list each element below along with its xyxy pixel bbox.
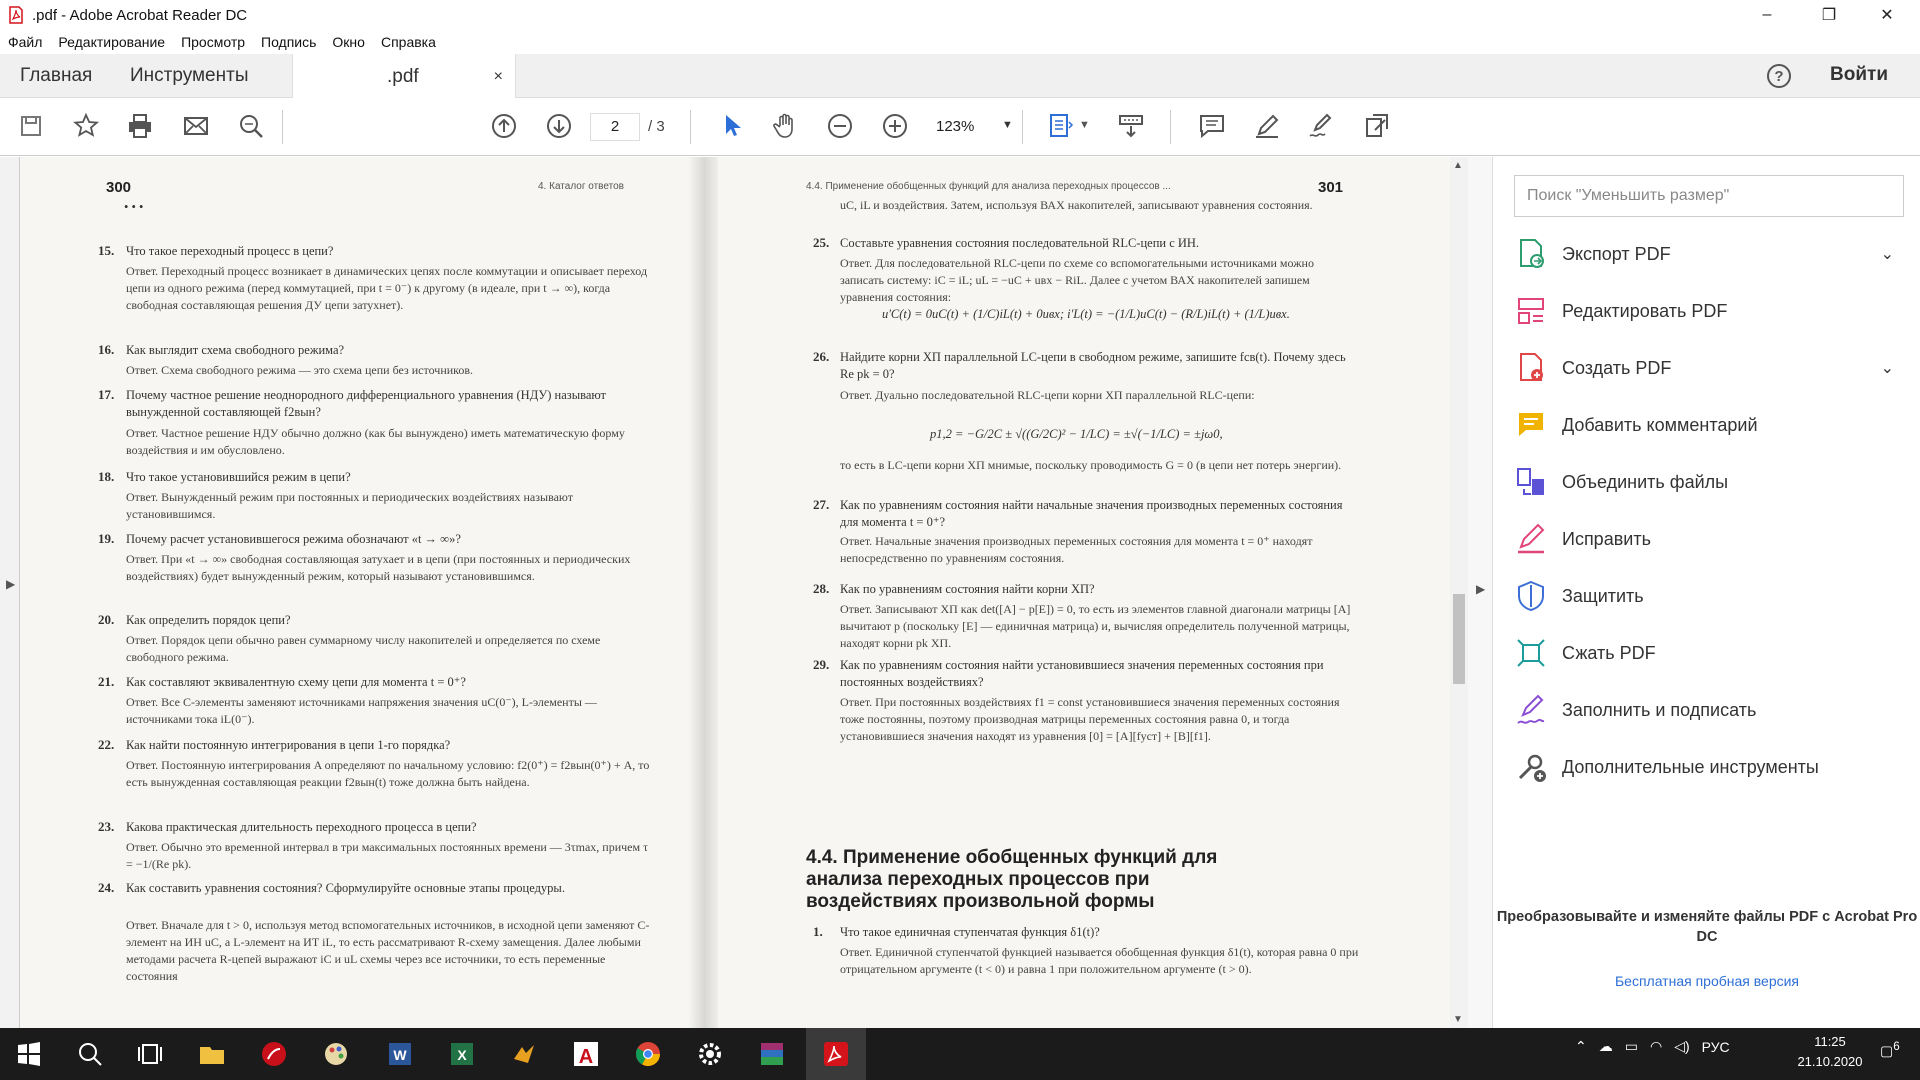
answer-text: Ответ. Дуально последовательной RLC-цепи корни ХП параллельной RLC-цепи: — [840, 388, 1255, 402]
acrobat-taskbar-icon[interactable] — [818, 1036, 854, 1072]
question-number: 21. — [98, 674, 115, 689]
menu-window[interactable]: Окно — [332, 34, 365, 50]
question-text: Почему расчет установившегося режима обозначают «t → ∞»? — [126, 532, 461, 546]
tool-label: Создать PDF — [1562, 357, 1672, 378]
tool-label: Исправить — [1562, 528, 1651, 549]
page-total: / 3 — [648, 118, 665, 135]
answer-text: Ответ. Переходный процесс возникает в динамических цепях после коммутации и описывает переход цепи из одного режима (перед коммутацией, при t = 0⁻) к другому (в идеале, при t → ∞), когда свободная составляющая решения ДУ цепи затухнет). — [126, 264, 648, 312]
promo-text: Преобразовывайте и изменяйте файлы PDF с Acrobat Pro DC — [1496, 909, 1918, 945]
system-tray — [1575, 1038, 1742, 1055]
tool-label: Добавить комментарий — [1562, 414, 1758, 435]
email-icon[interactable] — [181, 111, 211, 141]
question-text: Что такое единичная ступенчатая функция δ1(t)? — [840, 925, 1100, 939]
volume-icon[interactable]: ◁) — [1674, 1038, 1690, 1054]
search-zoom-icon[interactable] — [236, 111, 266, 141]
question-number: 28. — [813, 581, 830, 596]
zoom-dropdown-icon[interactable]: ▼ — [1002, 119, 1013, 131]
highlight-pen-icon[interactable] — [1252, 111, 1282, 141]
left-page-number: 300 — [106, 179, 132, 196]
prev-page-icon[interactable] — [489, 111, 519, 141]
question-number: 23. — [98, 819, 115, 834]
answer-text: Ответ. Все C-элементы заменяют источниками напряжения значения uC(0⁻), L-элементы — источниками тока iL(0⁻). — [126, 695, 597, 726]
tab-document-label: .pdf — [387, 65, 419, 87]
answer-text: Ответ. Порядок цепи обычно равен суммарному числу накопителей и определяется по схеме свободного режима. — [126, 633, 601, 664]
right-panel-toggle[interactable] — [1468, 157, 1493, 1028]
menu-sign[interactable]: Подпись — [261, 34, 317, 50]
tools-pane — [1494, 157, 1920, 1028]
vertical-scrollbar[interactable] — [1450, 157, 1468, 1028]
time: 11:25 — [1814, 1034, 1846, 1049]
language-indicator[interactable]: РУС — [1701, 1038, 1730, 1055]
menu-file[interactable]: Файл — [8, 34, 43, 50]
onedrive-icon[interactable]: ☁ — [1598, 1038, 1613, 1054]
menu-help[interactable]: Справка — [380, 34, 436, 50]
answer-text: Ответ. При постоянных воздействиях f1 = const установившиеся значения переменных состояния тоже постоянны, поэтому производная матрицы переменных состояния равна 0, и тогда установившиеся значения находят из уравнения [0] = [A][fуст] + [B][f1]. — [840, 695, 1340, 743]
question-number: 29. — [813, 657, 830, 672]
question-text: Как найти постоянную интегрирования в цепи 1-го порядка? — [126, 738, 451, 752]
collapse-right-icon: ▶ — [1476, 582, 1486, 596]
tab-bar — [0, 54, 1920, 98]
tab-home[interactable]: Главная — [20, 65, 93, 86]
page-number-input[interactable]: 2 — [590, 113, 640, 141]
answer-continuation: то есть в LC-цепи корни ХП мнимые, поскольку проводимость G = 0 (в цепи нет потерь энергии). — [840, 458, 1342, 472]
question-number: 27. — [813, 497, 830, 512]
tool-label: Сжать PDF — [1562, 642, 1656, 663]
scroll-mode-icon[interactable] — [1116, 111, 1146, 141]
tool-label: Заполнить и подписать — [1562, 699, 1757, 720]
notifications-icon[interactable]: ▢$^6$ — [1880, 1040, 1900, 1059]
question-number: 19. — [98, 531, 115, 546]
question-text: Как по уравнениям состояния найти установившиеся значения переменных состояния при постоянных воздействиях? — [840, 658, 1324, 689]
tool-add-comment[interactable] — [1514, 406, 1904, 444]
right-page-header: 4.4. Применение обобщенных функций для анализа переходных процессов ... — [806, 181, 1171, 192]
close-button[interactable]: ✕ — [1880, 7, 1894, 24]
question-number: 20. — [98, 612, 115, 627]
question-text: Почему частное решение неоднородного дифференциального уравнения (НДУ) называют вынужденной составляющей f2вын? — [126, 388, 607, 419]
section-heading: 4.4. Применение обобщенных функций для анализа переходных процессов при воздействиях произвольной формы — [806, 847, 1218, 912]
tab-tools[interactable]: Инструменты — [130, 65, 249, 86]
next-page-icon[interactable] — [544, 111, 574, 141]
tool-label: Редактировать PDF — [1562, 300, 1728, 321]
answer-text: Ответ. Обычно это временной интервал в три максимальных постоянных времени — 3τmax, причем τ = −1/(Re pk). — [126, 840, 648, 871]
question-number: 17. — [98, 387, 115, 402]
compress-pdf-icon — [1514, 636, 1548, 670]
tool-fill-sign[interactable] — [1514, 691, 1904, 729]
select-cursor-icon[interactable] — [717, 111, 747, 141]
app-red-circle-icon[interactable] — [256, 1036, 292, 1072]
answer-text: Ответ. Вначале для t > 0, используя метод вспомогательных источников, в исходной цепи заменяют C-элемент на ИН uC, а L-элемент на ИТ iL, то есть рассматривают R-схему замещения. Далее любыми методами расчета R-цепей выражают iC и uL схемы через все источники, то есть переменные состояния — [126, 918, 650, 983]
comment-tool-icon — [1514, 408, 1548, 442]
save-icon[interactable] — [16, 111, 46, 141]
answer-text: Ответ. Схема свободного режима — это схема цепи без источников. — [126, 363, 474, 377]
title-bar — [0, 0, 1920, 30]
answer-text: Ответ. Вынужденный режим при постоянных и периодических воздействиях называют установившимся. — [126, 490, 573, 521]
answer-text: Ответ. При «t → ∞» свободная составляющая затухает и в цепи (при постоянных и периодических воздействиях) будет вынужденный режим, который называют установившимся. — [126, 552, 631, 583]
expand-left-icon: ▶ — [6, 577, 16, 591]
question-text: Что такое переходный процесс в цепи? — [126, 244, 334, 258]
minimize-button[interactable]: – — [1762, 6, 1772, 23]
signin-button[interactable]: Войти — [1830, 64, 1888, 85]
app-bird-icon[interactable] — [506, 1036, 542, 1072]
scroll-up-icon[interactable]: ▲ — [1453, 160, 1463, 171]
task-view-icon[interactable] — [132, 1036, 168, 1072]
state-equation-formula: u'C(t) = 0uC(t) + (1/C)iL(t) + 0uвх; i'L(t) = −(1/L)uC(t) − (R/L)iL(t) + (1/L)uвх. — [882, 307, 1290, 321]
roots-formula: p1,2 = −G/2C ± √((G/2C)² − 1/LC) = ±√(−1/LC) = ±jω0, — [930, 427, 1223, 441]
share-tools-icon[interactable] — [1362, 111, 1392, 141]
question-text: Как выглядит схема свободного режима? — [126, 343, 345, 357]
tools-search-input[interactable]: Поиск "Уменьшить размер" — [1514, 175, 1904, 217]
question-number: 26. — [813, 349, 830, 364]
question-text: Какова практическая длительность переходного процесса в цепи? — [126, 820, 477, 834]
answer-continuation: uC, iL и воздействия. Затем, используя ВАХ накопителей, записывают уравнения состояния. — [840, 198, 1313, 212]
tool-label: Дополнительные инструменты — [1562, 756, 1819, 777]
search-icon[interactable] — [72, 1036, 108, 1072]
excel-icon[interactable] — [444, 1036, 480, 1072]
acrobat-app-icon — [8, 6, 24, 24]
svg-text:A: A — [578, 1046, 594, 1068]
page-fit-dropdown-icon[interactable]: ▼ — [1079, 119, 1090, 131]
page-fold — [688, 157, 718, 1028]
hand-tool-icon[interactable] — [770, 111, 800, 141]
tab-document[interactable] — [292, 54, 516, 99]
app-paint-icon[interactable] — [318, 1036, 354, 1072]
free-trial-link[interactable]: Бесплатная пробная версия — [1614, 973, 1800, 989]
tool-export-pdf[interactable] — [1514, 235, 1904, 273]
page-fit-icon[interactable] — [1047, 111, 1077, 141]
help-icon[interactable]: ? — [1767, 64, 1791, 88]
chevron-down-icon[interactable]: ⌄ — [1880, 246, 1894, 263]
fill-sign-icon — [1514, 693, 1548, 727]
question-number: 18. — [98, 469, 115, 484]
question-number: 15. — [98, 243, 115, 258]
answer-text: Ответ. Постоянную интегрирования A определяют по начальному условию: f2(0⁺) = f2вын(0⁺) + A, то есть вынужденная составляющая реакции f2вын(t) тоже должна быть найдена. — [126, 758, 650, 789]
tool-label: Объединить файлы — [1562, 471, 1729, 492]
maximize-button[interactable]: ❐ — [1821, 7, 1837, 24]
menu-edit[interactable]: Редактирование — [58, 34, 166, 50]
tool-more-tools[interactable] — [1514, 748, 1904, 786]
answer-text: Ответ. Для последовательной RLC-цепи по схеме со вспомогательными источниками можно записать систему: iC = iL; uL = −uC + uвх − RiL. Далее с учетом ВАХ накопителей запишем уравнения состояния: — [840, 256, 1314, 304]
answer-text: Ответ. Единичной ступенчатой функцией называется обобщенная функция δ1(t), которая равна 0 при отрицательном аргументе (t < 0) и равна 1 при положительном аргументе (t > 0). — [840, 945, 1359, 976]
tray-expand-icon[interactable]: ⌃ — [1575, 1038, 1587, 1054]
question-text: Как по уравнениям состояния найти корни ХП? — [840, 582, 1095, 596]
word-icon[interactable] — [382, 1036, 418, 1072]
question-text: Как составляют эквивалентную схему цепи для момента t = 0⁺? — [126, 675, 466, 689]
question-number: 22. — [98, 737, 115, 752]
tab-close-icon[interactable]: × — [493, 67, 503, 85]
comment-icon[interactable] — [1197, 111, 1227, 141]
tool-edit-pdf[interactable] — [1514, 292, 1904, 330]
tool-compress-pdf[interactable] — [1514, 634, 1904, 672]
answer-text: Ответ. Начальные значения производных переменных состояния для момента t = 0⁺ находят непосредственно по уравнениям состояния. — [840, 534, 1313, 565]
fix-pen-icon — [1514, 522, 1548, 556]
window-title: .pdf - Adobe Acrobat Reader DC — [32, 6, 248, 24]
zoom-in-icon[interactable] — [880, 111, 910, 141]
tool-label: Экспорт PDF — [1562, 243, 1671, 264]
right-page-number: 301 — [1318, 179, 1344, 196]
svg-text:W: W — [393, 1047, 407, 1063]
settings-gear-icon[interactable] — [692, 1036, 728, 1072]
left-page-header: 4. Каталог ответов — [538, 181, 624, 192]
question-text: Как определить порядок цепи? — [126, 613, 291, 627]
ellipsis: • • • — [124, 200, 144, 214]
app-a-icon[interactable] — [568, 1036, 604, 1072]
left-panel-toggle[interactable] — [0, 157, 20, 1028]
question-number: 25. — [813, 235, 830, 250]
clock[interactable] — [1780, 1032, 1880, 1072]
question-text: Составьте уравнения состояния последовательной RLC-цепи с ИН. — [840, 236, 1200, 250]
export-pdf-icon — [1514, 237, 1548, 271]
print-icon[interactable] — [125, 111, 155, 141]
zoom-out-icon[interactable] — [825, 111, 855, 141]
tool-label: Защитить — [1562, 585, 1644, 606]
menu-bar — [0, 30, 1920, 54]
question-text: Как составить уравнения состояния? Сформулируйте основные этапы процедуры. — [126, 881, 565, 895]
answer-text: Ответ. Частное решение НДУ обычно должно (как бы вынуждено) иметь математическую форму воздействия и им обусловлено. — [126, 426, 625, 457]
winrar-icon[interactable] — [754, 1036, 790, 1072]
answer-text: Ответ. Записывают ХП как det([A] − p[E]) = 0, то есть из элементов главной диагонали матрицы [A] вычитают p (поскольку [E] — единичная матрица) и, вычисляя определитель полученной матрицы, находят корни pk ХП. — [840, 602, 1351, 650]
notification-count: 6 — [1893, 1040, 1900, 1053]
battery-icon[interactable]: ▭ — [1624, 1038, 1638, 1054]
date: 21.10.2020 — [1797, 1054, 1863, 1069]
menu-view[interactable]: Просмотр — [181, 34, 246, 50]
more-tools-icon — [1514, 750, 1548, 784]
tool-combine-files[interactable] — [1514, 463, 1904, 501]
zoom-select[interactable]: 123% — [936, 118, 975, 135]
question-number: 16. — [98, 342, 115, 357]
svg-text:X: X — [457, 1047, 467, 1063]
question-text: Как по уравнениям состояния найти начальные значения производных переменных состояния для момента t = 0⁺? — [840, 498, 1343, 529]
scroll-thumb[interactable] — [1453, 594, 1465, 684]
question-text: Найдите корни ХП параллельной LC-цепи в свободном режиме, запишите fсв(t). Почему здесь Re pk = 0? — [840, 350, 1346, 381]
tool-create-pdf[interactable] — [1514, 349, 1904, 387]
scroll-down-icon[interactable]: ▼ — [1453, 1014, 1463, 1025]
bookmark-star-icon[interactable] — [71, 111, 101, 141]
chevron-down-icon[interactable]: ⌄ — [1880, 360, 1894, 377]
shield-icon — [1514, 579, 1548, 613]
chrome-icon[interactable] — [630, 1036, 666, 1072]
pdf-page-spread — [20, 157, 1450, 1028]
wifi-icon[interactable]: ◠ — [1649, 1038, 1663, 1054]
combine-files-icon — [1514, 465, 1548, 499]
tool-protect[interactable] — [1514, 577, 1904, 615]
question-number: 1. — [813, 924, 823, 939]
windows-start-icon[interactable] — [11, 1036, 47, 1072]
question-text: Что такое установившийся режим в цепи? — [126, 470, 351, 484]
tool-fix[interactable] — [1514, 520, 1904, 558]
edit-pdf-icon — [1514, 294, 1548, 328]
sign-pen-icon[interactable] — [1306, 111, 1336, 141]
create-pdf-icon — [1514, 351, 1548, 385]
file-explorer-icon[interactable] — [194, 1036, 230, 1072]
question-number: 24. — [98, 880, 115, 895]
